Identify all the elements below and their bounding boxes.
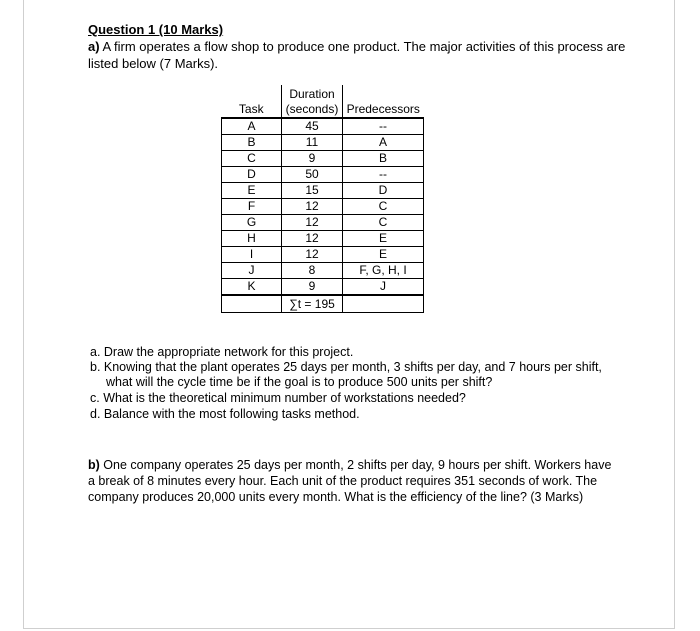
predecessor-cell: C xyxy=(343,215,424,231)
duration-cell: 12 xyxy=(282,231,343,247)
table-total-row xyxy=(222,295,424,313)
predecessor-cell: D xyxy=(343,183,424,199)
subquestion-d: d. Balance with the most following tasks method. xyxy=(90,407,360,421)
table-row xyxy=(222,135,424,151)
task-cell: E xyxy=(222,183,282,199)
total-empty-cell xyxy=(343,295,424,313)
duration-cell: 12 xyxy=(282,215,343,231)
duration-cell: 8 xyxy=(282,263,343,279)
task-cell: A xyxy=(222,118,282,135)
duration-cell: 15 xyxy=(282,183,343,199)
header-duration-line1: Duration xyxy=(289,87,335,101)
part-b-text: One company operates 25 days per month, 2 shifts per day, 9 hours per shift. Workers have xyxy=(99,458,612,472)
table-row xyxy=(222,151,424,167)
task-cell: J xyxy=(222,263,282,279)
table-row xyxy=(222,118,424,135)
task-table xyxy=(221,85,424,313)
table-row xyxy=(222,231,424,247)
duration-cell: 12 xyxy=(282,199,343,215)
subquestion-a: a. Draw the appropriate network for this project. xyxy=(90,345,354,359)
task-cell: K xyxy=(222,279,282,296)
subquestion-c: c. What is the theoretical minimum number of workstations needed? xyxy=(90,391,466,405)
predecessor-cell: E xyxy=(343,247,424,263)
table-row xyxy=(222,247,424,263)
predecessor-cell: A xyxy=(343,135,424,151)
part-a-label: a) xyxy=(88,39,100,54)
task-cell: F xyxy=(222,199,282,215)
table-header-row xyxy=(222,85,424,118)
duration-cell: 50 xyxy=(282,167,343,183)
task-cell: G xyxy=(222,215,282,231)
part-b-line2: a break of 8 minutes every hour. Each unit of the product requires 351 seconds of work. The xyxy=(88,474,598,488)
part-b-label: b) xyxy=(88,458,100,472)
total-cell: ∑t = 195 xyxy=(282,295,343,313)
task-cell: B xyxy=(222,135,282,151)
predecessor-cell: C xyxy=(343,199,424,215)
duration-cell: 9 xyxy=(282,151,343,167)
table-row xyxy=(222,167,424,183)
table-row xyxy=(222,199,424,215)
total-empty-cell xyxy=(222,295,282,313)
predecessor-cell: -- xyxy=(343,118,424,135)
duration-cell: 11 xyxy=(282,135,343,151)
question-title: Question 1 (10 Marks) xyxy=(88,22,224,37)
task-cell: H xyxy=(222,231,282,247)
part-a-text: A firm operates a flow shop to produce one product. The major activities of this process are xyxy=(99,39,626,54)
predecessor-cell: B xyxy=(343,151,424,167)
duration-cell: 45 xyxy=(282,118,343,135)
header-task: Task xyxy=(238,102,264,116)
subquestion-b-line1: b. Knowing that the plant operates 25 days per month, 3 shifts per day, and 7 hours per shift, xyxy=(90,360,602,374)
part-b-line3: company produces 20,000 units every month. What is the efficiency of the line? (3 Marks) xyxy=(88,490,584,504)
predecessor-cell: -- xyxy=(343,167,424,183)
table-row xyxy=(222,279,424,296)
task-cell: C xyxy=(222,151,282,167)
duration-cell: 12 xyxy=(282,247,343,263)
part-a-intro-line1 xyxy=(88,38,625,55)
table-row xyxy=(222,263,424,279)
task-cell: I xyxy=(222,247,282,263)
duration-cell: 9 xyxy=(282,279,343,296)
part-b-line1 xyxy=(88,457,611,473)
predecessor-cell: F, G, H, I xyxy=(343,263,424,279)
task-cell: D xyxy=(222,167,282,183)
predecessor-cell: E xyxy=(343,231,424,247)
predecessor-cell: J xyxy=(343,279,424,296)
table-row xyxy=(222,183,424,199)
header-predecessors: Predecessors xyxy=(346,102,420,116)
header-duration xyxy=(282,85,343,118)
header-duration-line2: (seconds) xyxy=(285,102,339,116)
table-row xyxy=(222,215,424,231)
subquestion-b-line2: what will the cycle time be if the goal is to produce 500 units per shift? xyxy=(106,375,493,389)
part-a-intro-line2: listed below (7 Marks). xyxy=(88,56,219,71)
